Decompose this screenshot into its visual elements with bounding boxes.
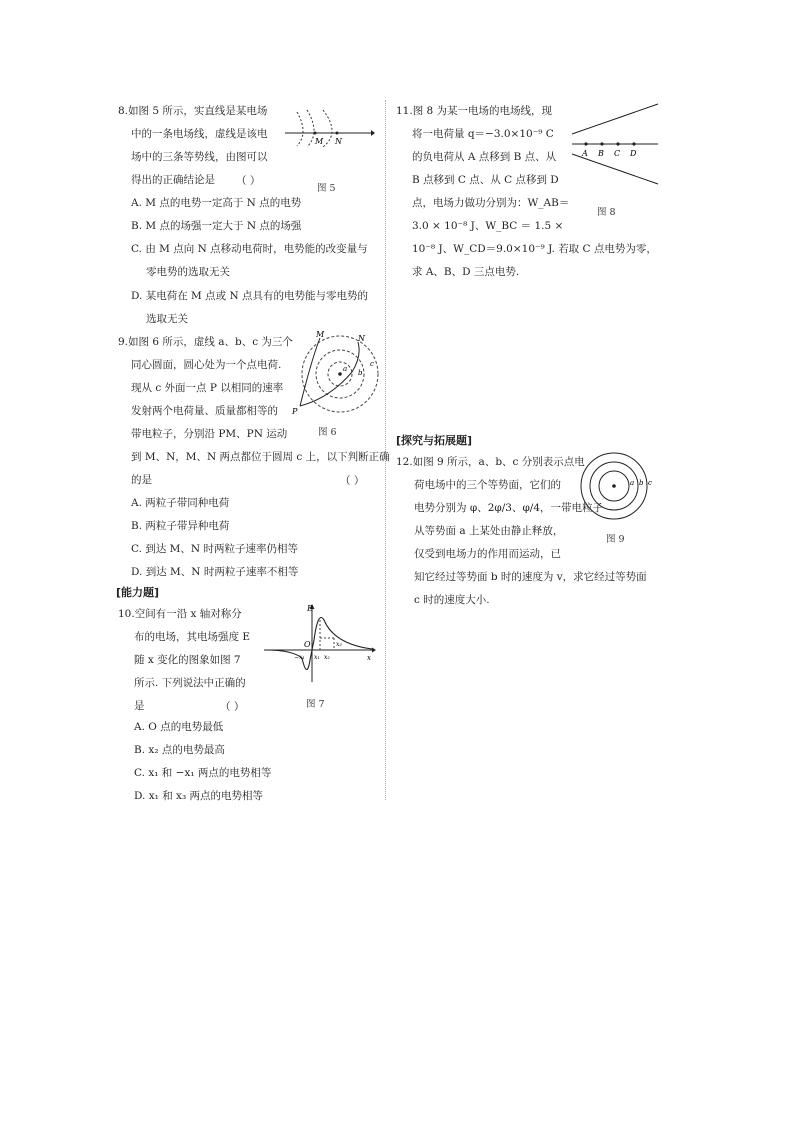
label-e: E [307, 604, 313, 613]
q11-line: B 点移到 C 点、从 C 点移到 D [412, 174, 559, 186]
q11-line: 11.图 8 为某一电场的电场线，现 [396, 105, 553, 117]
label-n: N [358, 334, 365, 343]
q9-line: 到 M、N，M、N 两点都位于圆周 c 上，以下判断正确 [131, 451, 390, 463]
label-c: C [614, 149, 621, 158]
q10-line: 随 x 变化的图象如图 7 [134, 654, 241, 666]
q8-option-a: A. M 点的电势一定高于 N 点的电势 [131, 197, 302, 209]
label-c: c [370, 360, 374, 368]
q9-option-c: C. 到达 M、N 时两粒子速率仍相等 [131, 543, 298, 555]
figure-6-caption: 图 6 [318, 427, 337, 438]
label-o: O [304, 640, 311, 649]
q9-line: 同心圆面，圆心处为一个点电荷. [131, 359, 282, 371]
q9-option-d: D. 到达 M、N 时两粒子速率不相等 [131, 566, 299, 578]
q8-option-b: B. M 点的场强一定大于 N 点的场强 [131, 220, 302, 232]
q10-option-d: D. x₁ 和 x₃ 两点的电势相等 [134, 790, 263, 802]
q11-line: 10⁻⁸ J、W_CD＝9.0×10⁻⁹ J. 若取 C 点电势为零， [412, 243, 657, 255]
q8-option-d: D. 某电荷在 M 点或 N 点具有的电势能与零电势的 [131, 290, 369, 302]
q10-line: 是 [134, 700, 145, 712]
label-m: M [316, 330, 325, 339]
label-neg-x1: −x₁ [294, 654, 305, 661]
q11-line: 3.0 × 10⁻⁸ J、W_BC ＝ 1.5 × [412, 220, 564, 232]
label-a: a [630, 479, 635, 487]
q8-line: 中的一条电场线，虚线是该电 [131, 128, 268, 140]
answer-paren: （ ） [236, 175, 261, 187]
q9-line: 发射两个电荷量、质量都相等的 [131, 405, 278, 417]
figure-5 [283, 108, 375, 148]
q10-line: 布的电场，其电场强度 E [134, 631, 251, 643]
q9-line: 现从 c 外面一点 P 以相同的速率 [131, 382, 284, 394]
label-m: M [315, 137, 324, 146]
figure-7 [262, 600, 376, 684]
q11-line: 将一电荷量 q＝−3.0×10⁻⁹ C [412, 128, 554, 140]
label-x-axis: x [367, 654, 371, 662]
q8-option-c-cont: 零电势的选取无关 [146, 266, 230, 278]
q12-line: 知它经过等势面 b 时的速度为 v，求它经过等势面 [414, 571, 647, 583]
q12-line: 仅受到电场力的作用而运动，已 [414, 548, 561, 560]
q9-option-b: B. 两粒子带异种电荷 [131, 520, 230, 532]
q8-option-c: C. 由 M 点向 N 点移动电荷时，电势能的改变量与 [131, 243, 368, 255]
q11-line: 求 A、B、D 三点电势. [412, 266, 520, 278]
q12-line: 电势分别为 φ、2φ/3、φ/4，一带电粒子 [414, 502, 604, 514]
q12-line: 荷电场中的三个等势面，它们的 [414, 479, 561, 491]
label-p: P [292, 407, 298, 416]
q8-line: 8.如图 5 所示，实直线是某电场 [118, 105, 268, 117]
label-a: A [582, 149, 588, 158]
label-b: b [639, 479, 644, 487]
label-x3: x₃ [336, 641, 342, 648]
q12-line: c 时的速度大小. [414, 594, 490, 606]
figure-9 [578, 448, 654, 524]
figure-7-caption: 图 7 [306, 699, 325, 710]
label-b: b [358, 369, 363, 377]
q8-line: 场中的三条等势线，由图可以 [131, 151, 268, 163]
answer-paren: （ ） [220, 701, 245, 713]
q12-line: 12.如图 9 所示，a、b、c 分别表示点电 [396, 456, 585, 468]
label-b: B [598, 149, 604, 158]
figure-6 [290, 328, 380, 420]
label-x1: x₁ [314, 654, 320, 661]
figure-5-caption: 图 5 [317, 183, 336, 194]
q10-line: 所示. 下列说法中正确的 [134, 677, 246, 689]
q8-option-d-cont: 选取无关 [146, 313, 188, 325]
q12-line: 从等势面 a 上某处由静止释放， [414, 525, 564, 537]
figure-9-caption: 图 9 [606, 534, 625, 545]
q9-line: 9.如图 6 所示，虚线 a、b、c 为三个 [118, 336, 293, 348]
label-n: N [335, 137, 342, 146]
label-c: c [648, 479, 652, 487]
q10-line: 10.空间有一沿 x 轴对称分 [118, 608, 242, 620]
q10-option-a: A. O 点的电势最低 [134, 721, 224, 733]
q10-option-b: B. x₂ 点的电势最高 [134, 744, 225, 756]
section-heading-ability: [能力题] [116, 586, 160, 599]
label-d: D [630, 149, 637, 158]
q10-option-c: C. x₁ 和 −x₁ 两点的电势相等 [134, 767, 272, 779]
label-a: a [343, 365, 348, 373]
figure-8-caption: 图 8 [597, 207, 616, 218]
q9-line: 带电粒子，分别沿 PM、PN 运动 [131, 428, 288, 440]
section-heading-explore: [探究与拓展题] [396, 434, 473, 447]
q9-option-a: A. 两粒子带同种电荷 [131, 497, 230, 509]
q9-line: 的是 [131, 474, 152, 486]
q8-line: 得出的正确结论是 [131, 174, 215, 186]
label-x2: x₂ [324, 654, 330, 661]
q11-line: 的负电荷从 A 点移到 B 点、从 [412, 151, 557, 163]
answer-paren: （ ） [340, 475, 365, 487]
figure-8 [570, 100, 660, 186]
q11-line: 点，电场力做功分别为：W_AB＝ [412, 197, 570, 209]
